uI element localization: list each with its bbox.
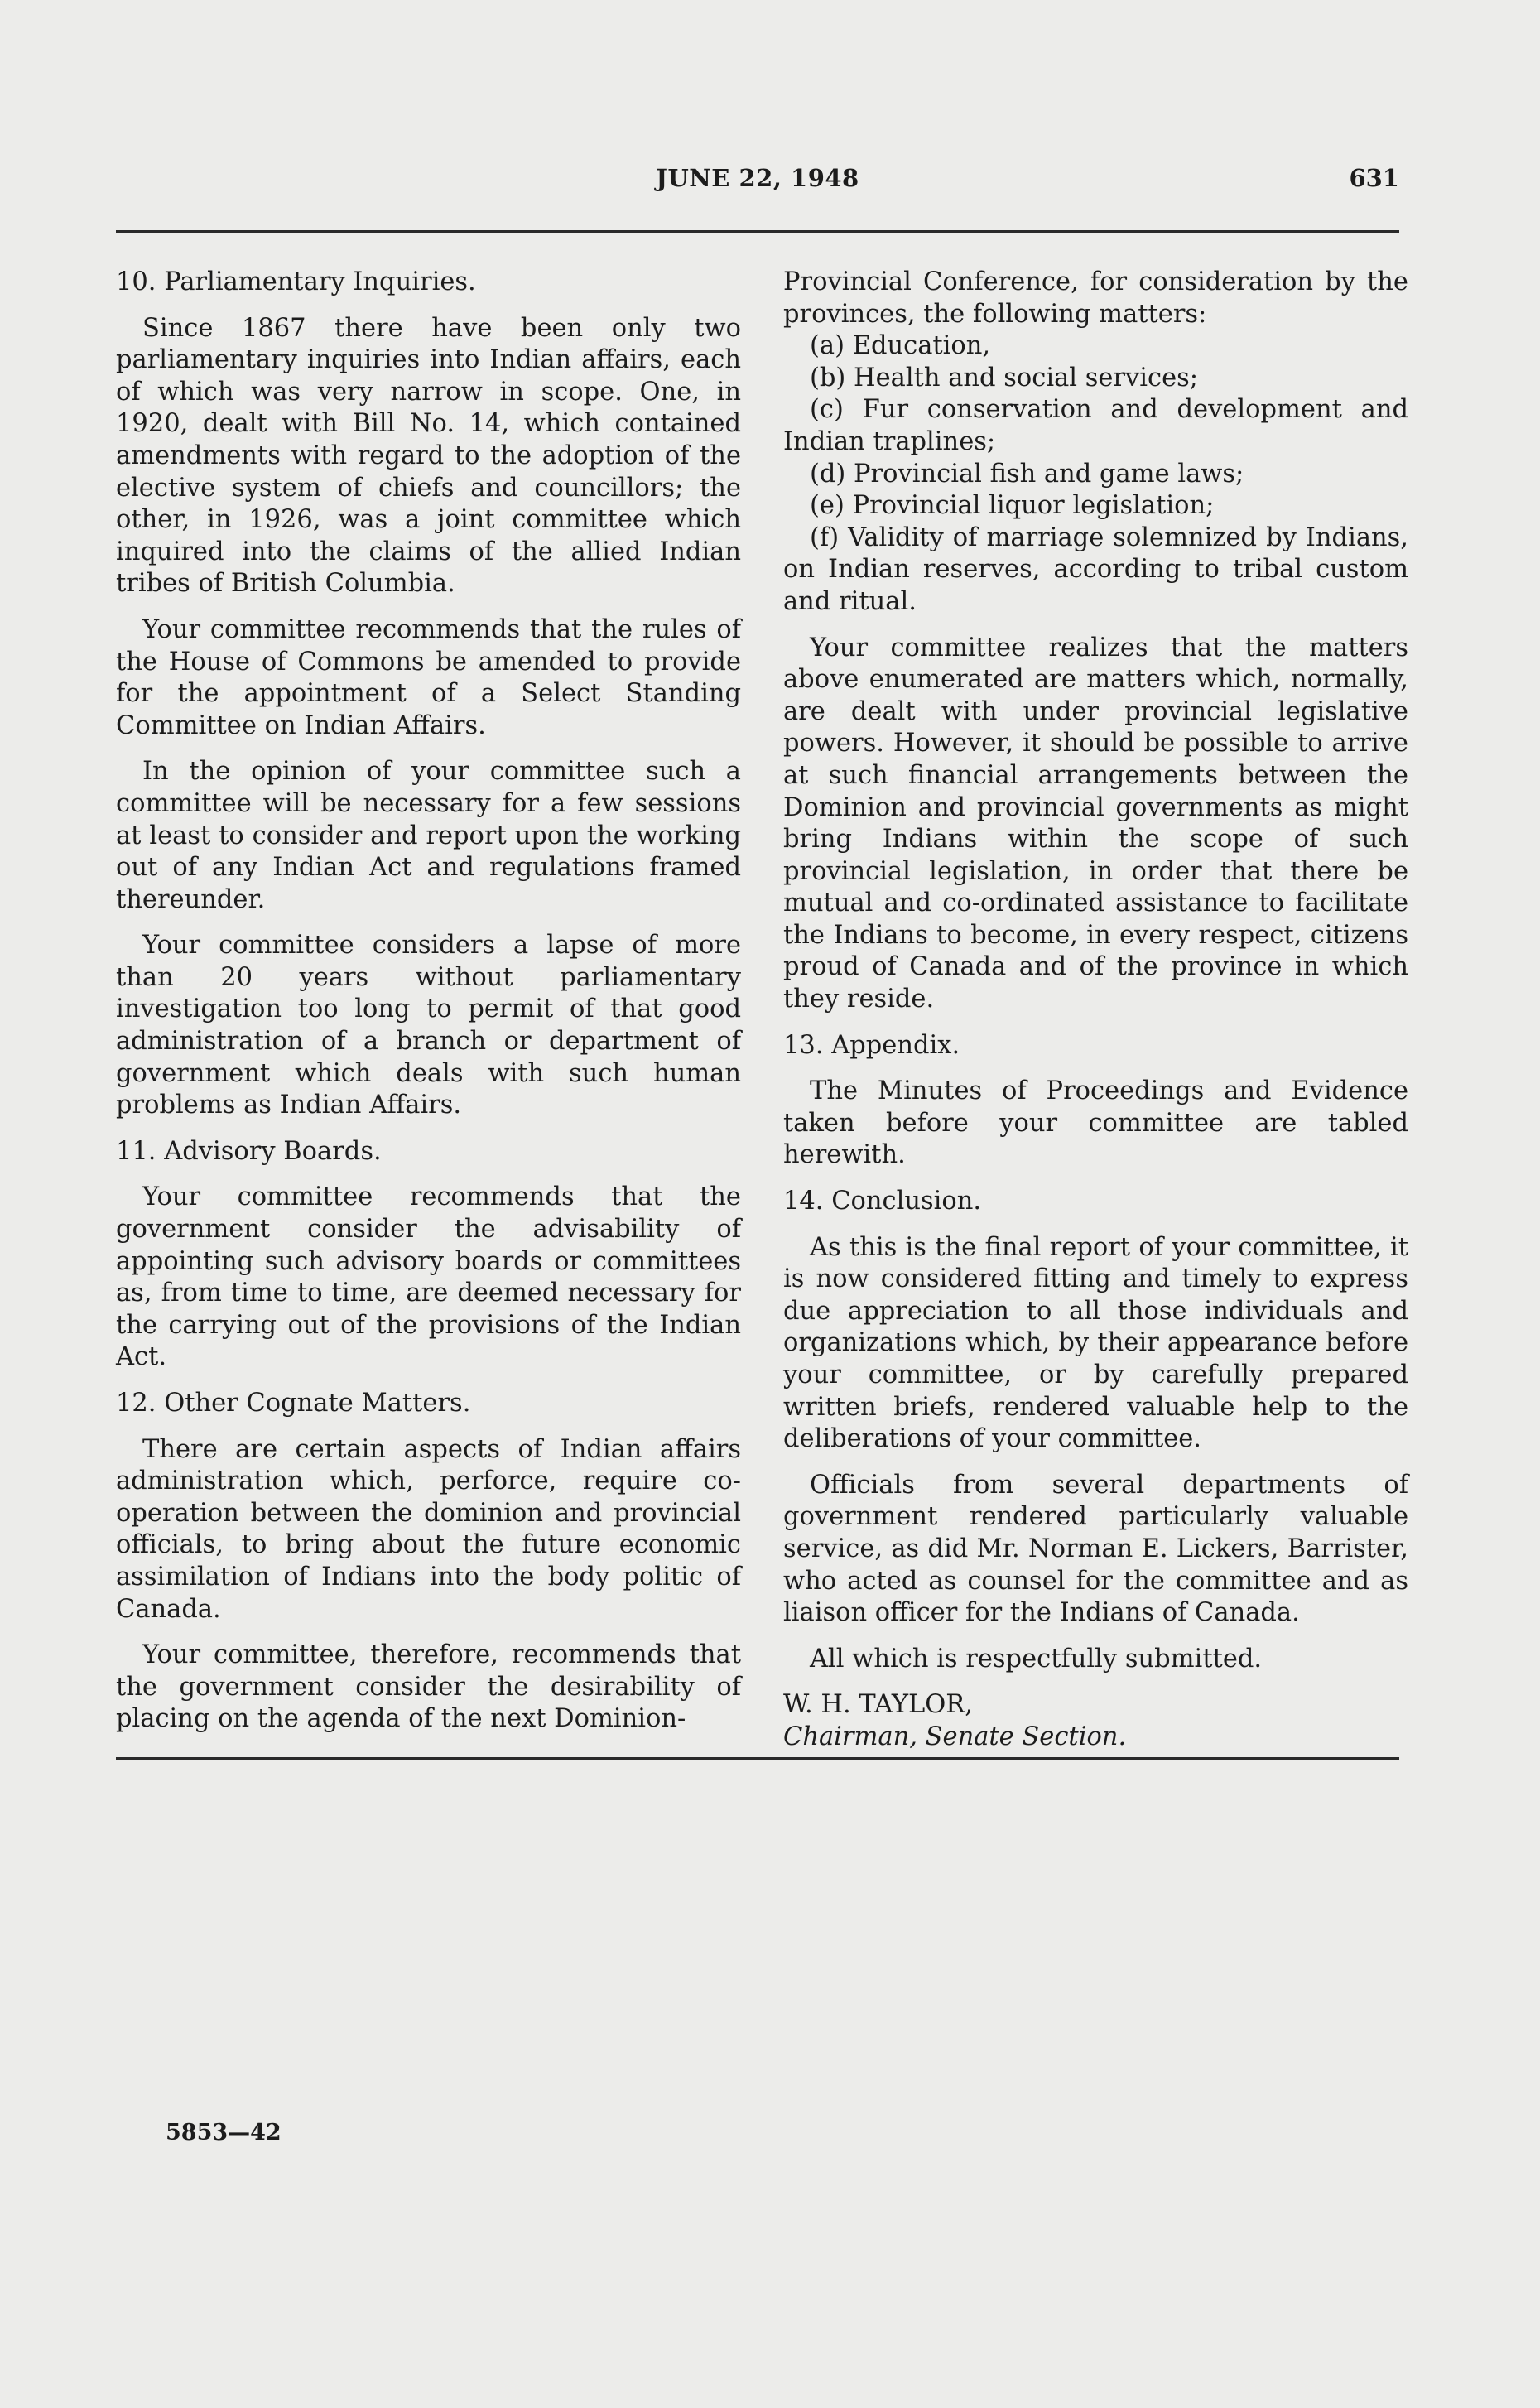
section-10-paragraph-4: Your committee considers a lapse of more than 20 years without parliamentary investigation too long to permit of that good administration of a branch or department of government which deals with such human problems as Indian Affairs. xyxy=(116,931,741,1120)
section-12-paragraph-3: Your committee realizes that the matters above enumerated are matters which, normally, are dealt with under provincial legislative powers. However, it should be possible to arrive at such financial arrangements between the Dominion and provincial governments as might bring Indians within the scope of such provincial legislation, in order that there be mutual and co-ordinated assistance to facilitate the Indians to become, in every respect, citizens proud of Canada and of the province in which they reside. xyxy=(783,633,1408,1014)
signature-name: W. H. TAYLOR, xyxy=(783,1690,973,1720)
closing-line: All which is respectfully submitted. xyxy=(810,1644,1263,1674)
section-13-heading: 13. Appendix. xyxy=(783,1030,960,1060)
list-item: (f) Validity of marriage solemnized by Indians, on Indian reserves, according to tribal custom and ritual. xyxy=(783,523,1408,616)
section-12-paragraph-1: There are certain aspects of Indian affairs administration which, perforce, require co-operation between the dominion and provincial officials, to bring about the future economic assimilation of Indians into the body politic of Canada. xyxy=(116,1434,741,1624)
header-date: JUNE 22, 1948 xyxy=(656,164,859,192)
section-11-paragraph-1: Your committee recommends that the government consider the advisability of appointing such advisory boards or committees as, from time to time, are deemed necessary for the carrying out of the provisions of the Indian Act. xyxy=(116,1182,741,1372)
section-10-heading: 10. Parliamentary Inquiries. xyxy=(116,267,476,296)
section-12-heading: 12. Other Cognate Matters. xyxy=(116,1389,471,1418)
section-10-paragraph-3: In the opinion of your committee such a committee will be necessary for a few sessions at least to consider and report upon the working out of any Indian Act and regulations framed thereunder. xyxy=(116,757,741,914)
page-header xyxy=(116,164,1399,204)
left-column xyxy=(116,267,741,1750)
section-14-paragraph-2: Officials from several departments of government rendered particularly valuable service, as did Mr. Norman E. Lickers, Barrister, who acted as counsel for the committee and as liaison officer for the Indians of Canada. xyxy=(783,1470,1408,1628)
list-item: (d) Provincial fish and game laws; xyxy=(810,459,1244,489)
list-item: (a) Education, xyxy=(810,331,991,361)
list-item: (e) Provincial liquor legislation; xyxy=(810,491,1215,521)
page-number: 631 xyxy=(1349,164,1399,192)
signature-title: Chairman, Senate Section. xyxy=(783,1722,1127,1751)
section-12-paragraph-2: Your committee, therefore, recommends that the government consider the desirability of placing on the agenda of the next Dominion- xyxy=(116,1640,741,1734)
bottom-rule xyxy=(116,1757,1399,1760)
top-rule xyxy=(116,230,1399,233)
list-item: (b) Health and social services; xyxy=(810,363,1199,393)
list-item: (c) Fur conservation and development and Indian traplines; xyxy=(783,395,1408,456)
section-12-continuation: Provincial Conference, for consideration by the provinces, the following matters: xyxy=(783,267,1408,329)
section-10-paragraph-1: Since 1867 there have been only two parliamentary inquiries into Indian affairs, each of which was very narrow in scope. One, in 1920, dealt with Bill No. 14, which contained amendments with regard to the adoption of the elective system of chiefs and councillors; the other, in 1926, was a joint committee which inquired into the claims of the allied Indian tribes of British Columbia. xyxy=(116,313,741,599)
right-column xyxy=(783,267,1408,1754)
section-13-paragraph-1: The Minutes of Proceedings and Evidence taken before your committee are tabled herewith. xyxy=(783,1076,1408,1170)
section-14-paragraph-1: As this is the final report of your committee, it is now considered fitting and timely to express due appreciation to all those individuals and organizations which, by their appearance before your committee, or by carefully prepared written briefs, rendered valuable help to the deliberations of your committee. xyxy=(783,1232,1408,1454)
section-10-paragraph-2: Your committee recommends that the rules of the House of Commons be amended to provide for the appointment of a Select Standing Committee on Indian Affairs. xyxy=(116,614,741,740)
section-11-heading: 11. Advisory Boards. xyxy=(116,1136,382,1166)
print-code: 5853—42 xyxy=(166,2120,282,2146)
section-14-heading: 14. Conclusion. xyxy=(783,1187,982,1216)
